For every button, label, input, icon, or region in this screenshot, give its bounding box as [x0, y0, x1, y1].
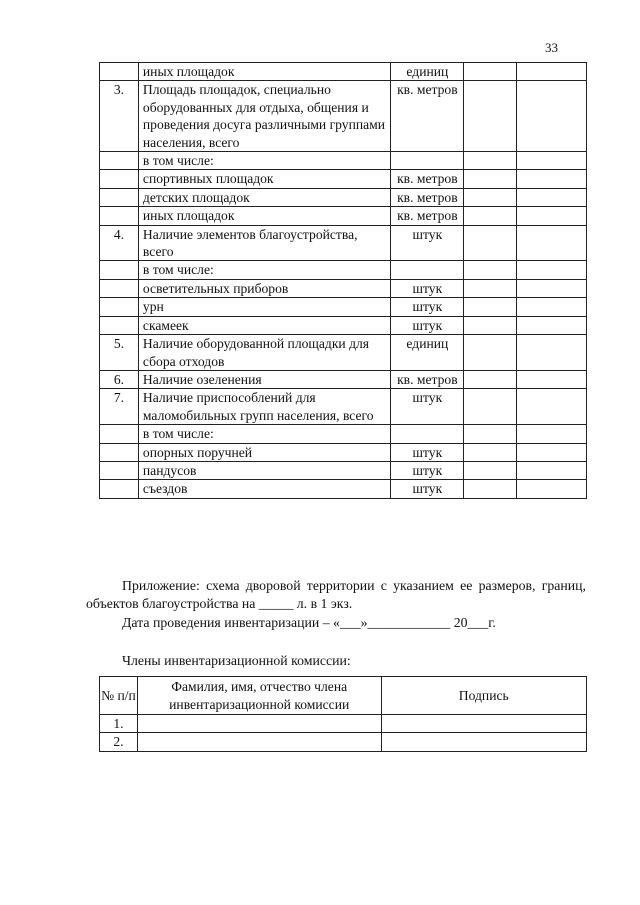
appendix-note: Приложение: схема дворовой территории с указанием ее размеров, границ, объектов благоустройства на _____ л. в 1 экз. — [86, 578, 586, 611]
table-row — [100, 261, 587, 279]
row-number — [100, 170, 139, 188]
row-number: 3. — [100, 81, 139, 152]
table-row — [100, 335, 587, 371]
member-number: 2. — [100, 733, 138, 751]
value-cell — [517, 316, 587, 334]
row-unit: кв. метров — [391, 207, 464, 225]
row-unit: штук — [391, 225, 464, 261]
commission-members-table — [99, 676, 587, 752]
member-signature — [381, 715, 587, 733]
row-label: спортивных площадок — [138, 170, 391, 188]
member-name — [137, 733, 381, 751]
value-cell — [464, 425, 517, 443]
value-cell — [517, 188, 587, 206]
value-cell — [464, 63, 517, 81]
value-cell — [464, 152, 517, 170]
table-row — [100, 170, 587, 188]
value-cell — [464, 370, 517, 388]
row-label: Наличие оборудованной площадки для сбора отходов — [138, 335, 391, 371]
value-cell — [464, 443, 517, 461]
value-cell — [517, 63, 587, 81]
row-label: Наличие озеленения — [138, 370, 391, 388]
value-cell — [517, 443, 587, 461]
row-label: детских площадок — [138, 188, 391, 206]
value-cell — [464, 279, 517, 297]
row-number — [100, 279, 139, 297]
row-unit: единиц — [391, 63, 464, 81]
value-cell — [464, 461, 517, 479]
header-signature: Подпись — [381, 677, 587, 715]
value-cell — [517, 152, 587, 170]
value-cell — [464, 316, 517, 334]
table-row — [100, 188, 587, 206]
row-unit: единиц — [391, 335, 464, 371]
member-name — [137, 715, 381, 733]
row-unit — [391, 152, 464, 170]
row-unit: кв. метров — [391, 81, 464, 152]
table-row — [100, 443, 587, 461]
row-label: Наличие элементов благоустройства, всего — [138, 225, 391, 261]
row-unit: штук — [391, 389, 464, 425]
value-cell — [517, 425, 587, 443]
members-header-row — [100, 677, 587, 715]
value-cell — [517, 170, 587, 188]
row-number — [100, 443, 139, 461]
table-row — [100, 279, 587, 297]
row-label: иных площадок — [138, 207, 391, 225]
value-cell — [517, 279, 587, 297]
members-row — [100, 733, 587, 751]
row-unit: кв. метров — [391, 170, 464, 188]
row-number — [100, 63, 139, 81]
table-row — [100, 63, 587, 81]
row-number — [100, 425, 139, 443]
table-row — [100, 298, 587, 316]
member-number: 1. — [100, 715, 138, 733]
value-cell — [464, 81, 517, 152]
table-row — [100, 316, 587, 334]
row-label: Площадь площадок, специально оборудованных для отдыха, общения и проведения досуга различными группами населения, всего — [138, 81, 391, 152]
value-cell — [517, 370, 587, 388]
value-cell — [464, 480, 517, 498]
row-label: урн — [138, 298, 391, 316]
row-label: в том числе: — [138, 425, 391, 443]
row-label: съездов — [138, 480, 391, 498]
row-number — [100, 316, 139, 334]
value-cell — [464, 170, 517, 188]
row-label: осветительных приборов — [138, 279, 391, 297]
value-cell — [464, 207, 517, 225]
table-row — [100, 81, 587, 152]
value-cell — [464, 335, 517, 371]
row-label: пандусов — [138, 461, 391, 479]
page-number: 33 — [545, 40, 558, 55]
row-number: 5. — [100, 335, 139, 371]
row-unit: кв. метров — [391, 188, 464, 206]
value-cell — [517, 207, 587, 225]
table-row — [100, 152, 587, 170]
table-row — [100, 425, 587, 443]
row-number — [100, 207, 139, 225]
value-cell — [517, 298, 587, 316]
row-unit: штук — [391, 279, 464, 297]
row-label: скамеек — [138, 316, 391, 334]
table-row — [100, 370, 587, 388]
value-cell — [517, 461, 587, 479]
row-number — [100, 188, 139, 206]
row-label: опорных поручней — [138, 443, 391, 461]
table-row — [100, 207, 587, 225]
row-number: 7. — [100, 389, 139, 425]
members-row — [100, 715, 587, 733]
header-full-name: Фамилия, имя, отчество члена инвентаризационной комиссии — [137, 677, 381, 715]
row-unit: кв. метров — [391, 370, 464, 388]
value-cell — [464, 225, 517, 261]
table-row — [100, 225, 587, 261]
row-unit: штук — [391, 298, 464, 316]
header-number: № п/п — [100, 677, 138, 715]
value-cell — [464, 261, 517, 279]
row-number — [100, 152, 139, 170]
row-number — [100, 461, 139, 479]
value-cell — [464, 298, 517, 316]
inventory-table — [99, 62, 587, 499]
row-label: в том числе: — [138, 261, 391, 279]
row-number: 6. — [100, 370, 139, 388]
table-row — [100, 389, 587, 425]
row-number: 4. — [100, 225, 139, 261]
row-number — [100, 480, 139, 498]
row-label: Наличие приспособлений для маломобильных групп населения, всего — [138, 389, 391, 425]
row-label: в том числе: — [138, 152, 391, 170]
value-cell — [517, 81, 587, 152]
row-unit: штук — [391, 480, 464, 498]
value-cell — [517, 225, 587, 261]
row-unit — [391, 261, 464, 279]
row-unit: штук — [391, 316, 464, 334]
value-cell — [517, 335, 587, 371]
value-cell — [464, 188, 517, 206]
value-cell — [517, 480, 587, 498]
table-row — [100, 461, 587, 479]
row-label: иных площадок — [138, 63, 391, 81]
row-number — [100, 261, 139, 279]
value-cell — [517, 261, 587, 279]
value-cell — [464, 389, 517, 425]
row-unit — [391, 425, 464, 443]
value-cell — [517, 389, 587, 425]
inventory-date-line: Дата проведения инвентаризации – «___»____________ 20___г. — [122, 615, 496, 630]
members-title: Члены инвентаризационной комиссии: — [122, 653, 351, 668]
member-signature — [381, 733, 587, 751]
table-row — [100, 480, 587, 498]
row-unit: штук — [391, 443, 464, 461]
row-number — [100, 298, 139, 316]
row-unit: штук — [391, 461, 464, 479]
